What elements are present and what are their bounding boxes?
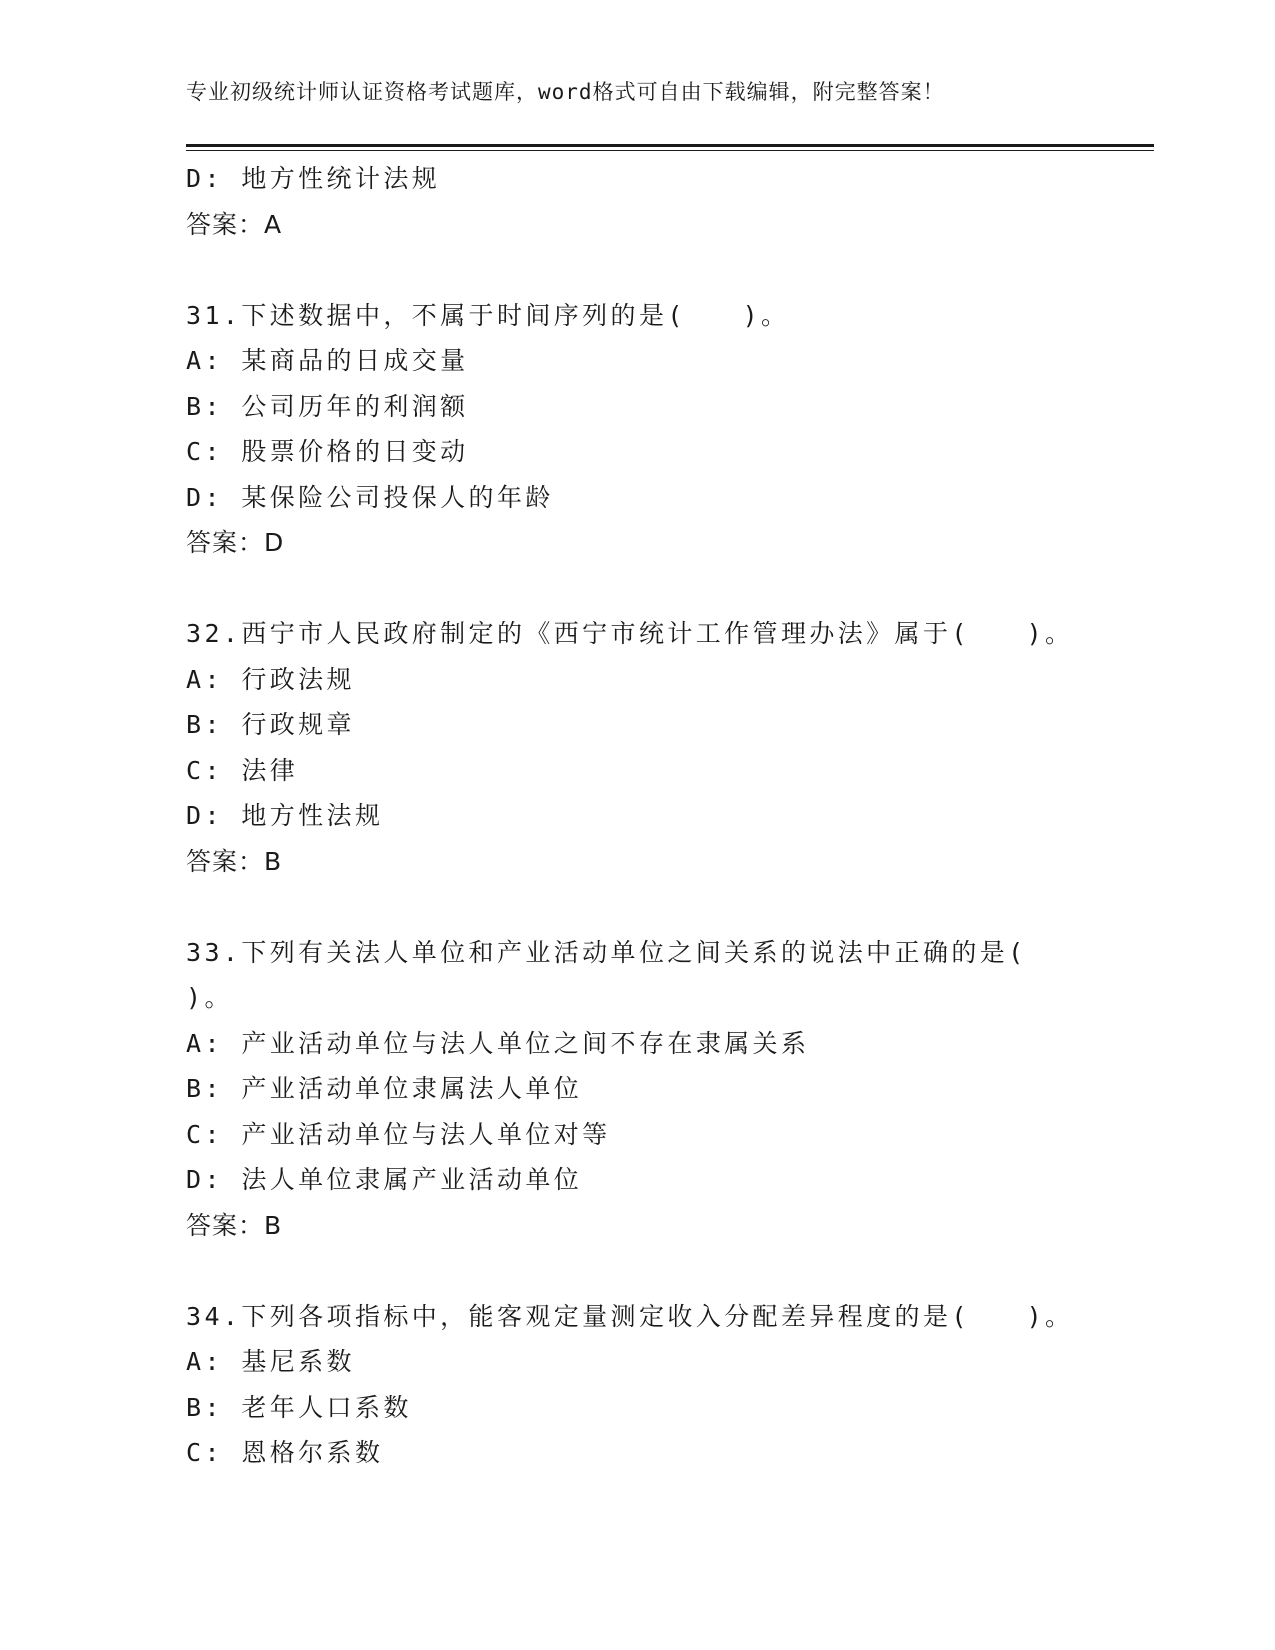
question-stem: 31.下述数据中，不属于时间序列的是( )。 — [186, 300, 790, 330]
option-c: C: 恩格尔系数 — [186, 1438, 384, 1467]
option-a: A: 某商品的日成交量 — [186, 346, 469, 375]
spacer — [186, 1248, 1086, 1294]
option-b: B: 产业活动单位隶属法人单位 — [186, 1074, 583, 1103]
option-d: D: 地方性法规 — [186, 801, 384, 830]
question-stem: 34.下列各项指标中，能客观定量测定收入分配差异程度的是( )。 — [186, 1301, 1074, 1331]
option-b: B: 行政规章 — [186, 710, 355, 739]
answer: 答案：B — [186, 1210, 283, 1240]
question-33 — [186, 930, 1086, 1249]
answer: 答案：D — [186, 528, 285, 557]
spacer — [186, 247, 1086, 293]
question-stem: 33.下列有关法人单位和产业活动单位之间关系的说法中正确的是( — [186, 937, 1027, 967]
question-stem: 32.西宁市人民政府制定的《西宁市统计工作管理办法》属于( )。 — [186, 619, 1074, 648]
option-d: D: 某保险公司投保人的年龄 — [186, 482, 554, 512]
option-c: C: 产业活动单位与法人单位对等 — [186, 1119, 611, 1149]
option-a: A: 基尼系数 — [186, 1347, 355, 1376]
header-rule-thin — [186, 150, 1154, 151]
option-d: D: 法人单位隶属产业活动单位 — [186, 1165, 583, 1194]
spacer — [186, 884, 1086, 930]
header-rule-thick — [186, 144, 1154, 147]
option-d: D: 地方性统计法规 — [186, 164, 441, 193]
option-a: A: 行政法规 — [186, 664, 355, 694]
option-b: B: 老年人口系数 — [186, 1392, 412, 1422]
answer: 答案：A — [186, 209, 283, 239]
option-c: C: 股票价格的日变动 — [186, 437, 469, 466]
question-content — [186, 156, 1086, 1476]
answer: 答案：B — [186, 846, 283, 876]
question-stem-continued: )。 — [186, 983, 233, 1012]
option-a: A: 产业活动单位与法人单位之间不存在隶属关系 — [186, 1028, 810, 1058]
option-b: B: 公司历年的利润额 — [186, 391, 469, 421]
option-c: C: 法律 — [186, 755, 299, 785]
spacer — [186, 566, 1086, 612]
question-31 — [186, 293, 1086, 566]
page-header: 专业初级统计师认证资格考试题库，word格式可自由下载编辑，附完整答案！ — [186, 80, 945, 104]
question-32 — [186, 611, 1086, 884]
question-34 — [186, 1294, 1086, 1476]
